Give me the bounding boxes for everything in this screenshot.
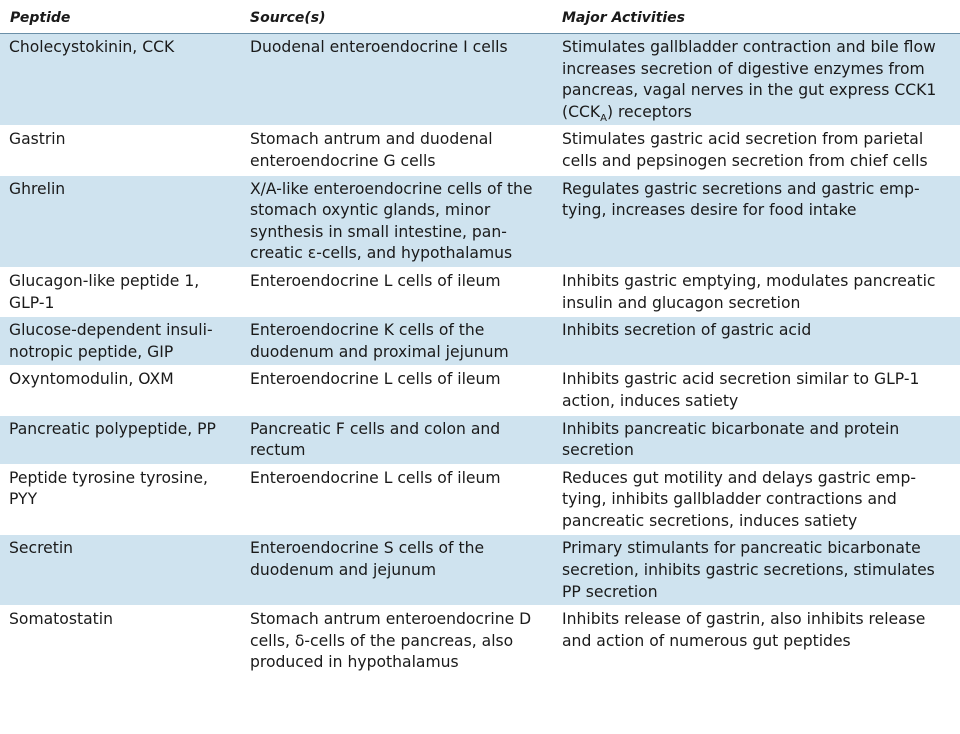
activities-cell: Inhibits pancreatic bicarbonate and protein secretion (552, 415, 960, 464)
peptide-cell: Secretin (0, 535, 240, 606)
table-row (0, 535, 960, 606)
source-cell: Stomach antrum enteroendocrine D cells, δ-cells of the pancreas, also produced in hypothalamus (240, 606, 552, 677)
activities-text: Stimulates gallbladder contraction and bile flow increases secretion of digestive enzymes from pancreas, vagal nerves in the gut express CCK1 (CCK (562, 38, 937, 121)
peptide-cell: Oxyntomodulin, OXM (0, 366, 240, 415)
table-row (0, 126, 960, 175)
activities-cell: Inhibits gastric acid secretion similar to GLP-1 action, induces satiety (552, 366, 960, 415)
activities-cell: Regulates gastric secretions and gastric emptying, increases desire for food intake (552, 175, 960, 267)
activities-cell: Stimulates gastric acid secretion from parietal cells and pepsinogen secretion from chief cells (552, 126, 960, 175)
table-row (0, 34, 960, 126)
peptide-cell: Ghrelin (0, 175, 240, 267)
activities-cell: Reduces gut motility and delays gastric emptying, inhibits gallbladder contractions and pancreatic secretions, induces satiety (552, 464, 960, 535)
table-row (0, 267, 960, 316)
peptide-cell: Glucagon-like peptide 1, GLP-1 (0, 267, 240, 316)
activities-cell: Inhibits gastric emptying, modulates pancreatic insulin and glucagon secretion (552, 267, 960, 316)
source-cell: Stomach antrum and duodenal enteroendocrine G cells (240, 126, 552, 175)
source-cell: Enteroendocrine L cells of ileum (240, 464, 552, 535)
source-cell: Enteroendocrine L cells of ileum (240, 366, 552, 415)
table-body (0, 34, 960, 677)
table-row (0, 366, 960, 415)
header-row (0, 0, 960, 34)
table-row (0, 464, 960, 535)
source-cell: Enteroendocrine L cells of ileum (240, 267, 552, 316)
source-cell: Enteroendocrine S cells of the duodenum and jejunum (240, 535, 552, 606)
peptide-cell: Somatostatin (0, 606, 240, 677)
peptide-cell: Pancreatic polypeptide, PP (0, 415, 240, 464)
activities-cell: Primary stimulants for pancreatic bicarbonate secretion, inhibits gastric secretions, stimulates PP secretion (552, 535, 960, 606)
table-row (0, 175, 960, 267)
peptide-cell: Gastrin (0, 126, 240, 175)
header-activities: Major Activities (552, 0, 960, 34)
table-row (0, 415, 960, 464)
source-cell: Duodenal enteroendocrine I cells (240, 34, 552, 126)
header-source: Source(s) (240, 0, 552, 34)
table-row (0, 606, 960, 677)
header-peptide: Peptide (0, 0, 240, 34)
activities-cell: Inhibits release of gastrin, also inhibits release and action of numerous gut peptides (552, 606, 960, 677)
source-cell: Enteroendocrine K cells of the duodenum and proximal jejunum (240, 317, 552, 366)
peptide-cell: Glucose-dependent insulinotropic peptide, GIP (0, 317, 240, 366)
source-cell: Pancreatic F cells and colon and rectum (240, 415, 552, 464)
activities-subscript: A (600, 112, 607, 124)
peptide-cell: Cholecystokinin, CCK (0, 34, 240, 126)
table-row (0, 317, 960, 366)
activities-cell: Inhibits secretion of gastric acid (552, 317, 960, 366)
activities-cell (552, 34, 960, 126)
activities-tail: ) receptors (606, 102, 692, 121)
source-cell: X/A-like enteroendocrine cells of the stomach oxyntic glands, minor synthesis in small intestine, pancreatic ε-cells, and hypothalamus (240, 175, 552, 267)
peptide-cell: Peptide tyrosine tyrosine, PYY (0, 464, 240, 535)
